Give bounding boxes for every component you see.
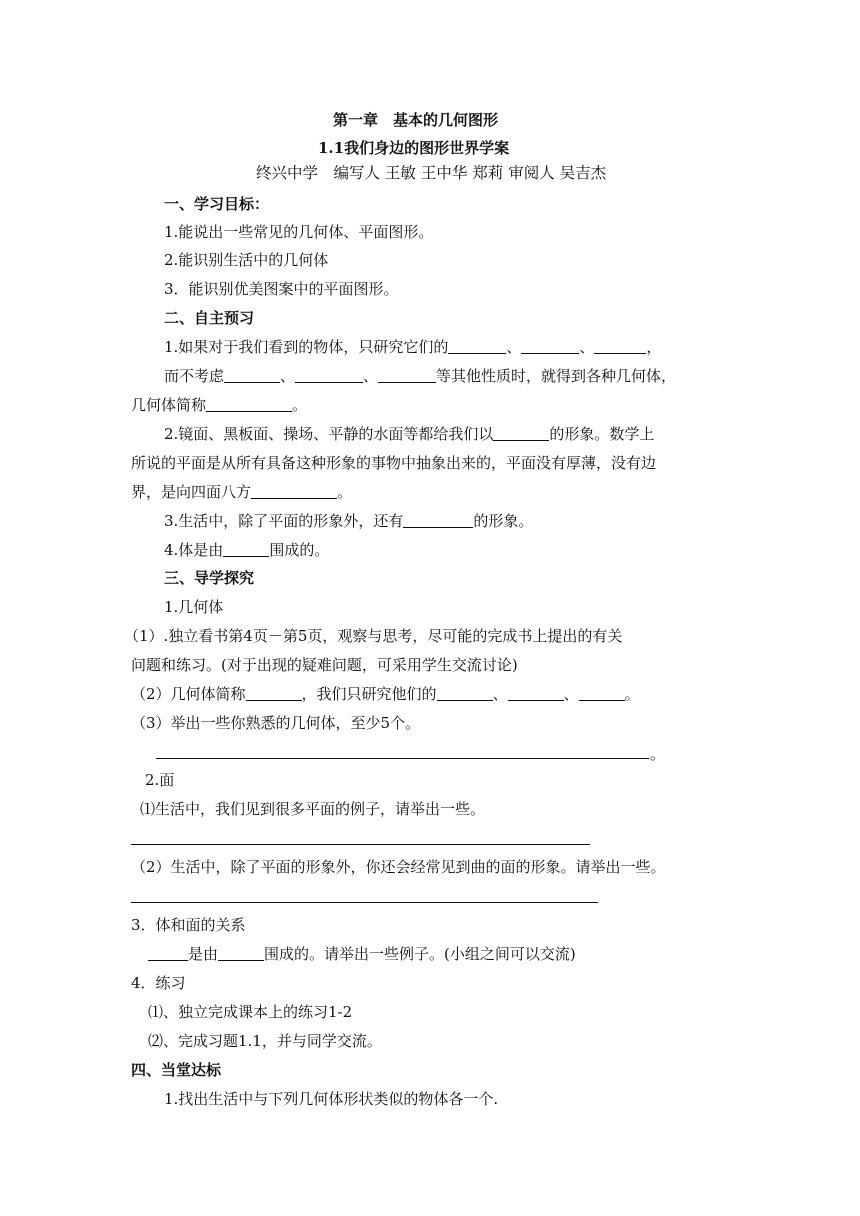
blank-field[interactable] bbox=[223, 541, 269, 557]
blank-field[interactable] bbox=[148, 945, 188, 961]
sub-heading-practice: 4．练习 bbox=[131, 974, 186, 992]
preview-q2-text-d: 界，是向四面八方 bbox=[131, 483, 252, 501]
blank-field[interactable] bbox=[224, 367, 280, 383]
preview-q1-text-d: 几何体简称 bbox=[131, 396, 207, 414]
blank-field[interactable] bbox=[206, 396, 292, 412]
answer-line[interactable] bbox=[131, 902, 598, 903]
surface-q2: （2）生活中，除了平面的形象外，你还会经常见到曲的面的形象。请举出一些。 bbox=[131, 858, 666, 876]
authors-line: 终兴中学 编写人 王敏 王中华 郑莉 审阅人 吴吉杰 bbox=[256, 164, 607, 182]
section-4-heading: 四、当堂达标 bbox=[131, 1061, 222, 1079]
separator: 、 bbox=[506, 338, 522, 356]
blank-field[interactable] bbox=[594, 338, 646, 354]
preview-q2-line3 bbox=[131, 482, 352, 502]
sub-heading-relation: 3．体和面的关系 bbox=[131, 916, 246, 934]
objective-2: 2.能识别生活中的几何体 bbox=[164, 251, 329, 269]
preview-q1-text-c: 等其他性质时，就得到各种几何体， bbox=[436, 367, 677, 385]
answer-line-period: 。 bbox=[650, 745, 666, 763]
section-2-heading: 二、自主预习 bbox=[164, 309, 255, 327]
separator: 、 bbox=[363, 367, 379, 385]
objective-3: 3．能识别优美图案中的平面图形。 bbox=[164, 280, 399, 298]
section-3-heading: 三、导学探究 bbox=[164, 569, 255, 587]
separator: 、 bbox=[492, 685, 508, 703]
explore-p2-text-b: ，我们只研究他们的 bbox=[301, 685, 437, 703]
preview-q2-text-b: 的形象。数学上 bbox=[549, 425, 655, 443]
explore-p2-text-a: （2）几何体简称 bbox=[131, 685, 246, 703]
blank-field[interactable] bbox=[218, 945, 264, 961]
section-1-heading: 一、学习目标： bbox=[164, 195, 270, 213]
objective-1: 1.能说出一些常见的几何体、平面图形。 bbox=[164, 223, 434, 241]
blank-field[interactable] bbox=[295, 367, 363, 383]
surface-q1: ⑴生活中，我们见到很多平面的例子，请举出一些。 bbox=[140, 800, 486, 818]
separator: 、 bbox=[563, 685, 579, 703]
blank-field[interactable] bbox=[437, 685, 493, 701]
preview-q1-line3 bbox=[131, 395, 307, 415]
assessment-q1: 1.找出生活中与下列几何体形状类似的物体各一个. bbox=[164, 1090, 499, 1108]
preview-q4 bbox=[164, 540, 329, 560]
blank-field[interactable] bbox=[251, 483, 337, 499]
chapter-title: 第一章 基本的几何图形 bbox=[333, 111, 499, 129]
lesson-title: 1.1我们身边的图形世界学案 bbox=[318, 139, 510, 157]
answer-line[interactable] bbox=[156, 758, 649, 759]
sub-heading-surfaces: 2.面 bbox=[145, 771, 175, 789]
relation-question bbox=[148, 944, 576, 964]
preview-q1-text-b: 而不考虑 bbox=[164, 367, 225, 385]
practice-2: ⑵、完成习题1.1，并与同学交流。 bbox=[148, 1032, 382, 1050]
blank-field[interactable] bbox=[403, 512, 473, 528]
blank-field[interactable] bbox=[579, 685, 625, 701]
preview-q2-line2: 所说的平面是从所有具备这种形象的事物中抽象出来的，平面没有厚薄，没有边 bbox=[131, 454, 657, 472]
preview-q1-line1 bbox=[164, 337, 661, 357]
blank-field[interactable] bbox=[521, 338, 579, 354]
answer-line[interactable] bbox=[131, 844, 590, 845]
preview-q2-text-a: 2.镜面、黑板面、操场、平静的水面等都给我们以 bbox=[164, 425, 494, 443]
separator: ， bbox=[646, 338, 662, 356]
preview-q4-text-b: 围成的。 bbox=[269, 541, 330, 559]
blank-field[interactable] bbox=[246, 685, 302, 701]
practice-1: ⑴、独立完成课本上的练习1-2 bbox=[148, 1003, 353, 1021]
preview-q3-text-a: 3.生活中，除了平面的形象外，还有 bbox=[164, 512, 404, 530]
preview-q2-line1 bbox=[164, 424, 654, 444]
separator: 、 bbox=[579, 338, 595, 356]
blank-field[interactable] bbox=[378, 367, 436, 383]
explore-p3: （3）举出一些你熟悉的几何体，至少5个。 bbox=[131, 714, 421, 732]
preview-q3 bbox=[164, 511, 533, 531]
preview-q1-text-a: 1.如果对于我们看到的物体，只研究它们的 bbox=[164, 338, 449, 356]
relation-text-a: 是由 bbox=[188, 945, 219, 963]
separator: 、 bbox=[280, 367, 296, 385]
preview-q1-line2 bbox=[164, 366, 676, 386]
blank-field[interactable] bbox=[508, 685, 564, 701]
relation-text-b: 围成的。请举出一些例子。(小组之间可以交流) bbox=[264, 945, 576, 963]
separator: 。 bbox=[624, 685, 640, 703]
sub-heading-solids: 1.几何体 bbox=[164, 598, 224, 616]
preview-q4-text-a: 4.体是由 bbox=[164, 541, 224, 559]
blank-field[interactable] bbox=[493, 425, 549, 441]
separator: 。 bbox=[337, 483, 353, 501]
explore-p1-line1: （1）.独立看书第4页－第5页，观察与思考，尽可能的完成书上提出的有关 bbox=[124, 627, 623, 645]
explore-p1-line2: 问题和练习。(对于出现的疑难问题，可采用学生交流讨论) bbox=[131, 656, 518, 674]
separator: 。 bbox=[292, 396, 308, 414]
preview-q3-text-b: 的形象。 bbox=[473, 512, 534, 530]
explore-p2 bbox=[131, 684, 640, 704]
blank-field[interactable] bbox=[448, 338, 506, 354]
